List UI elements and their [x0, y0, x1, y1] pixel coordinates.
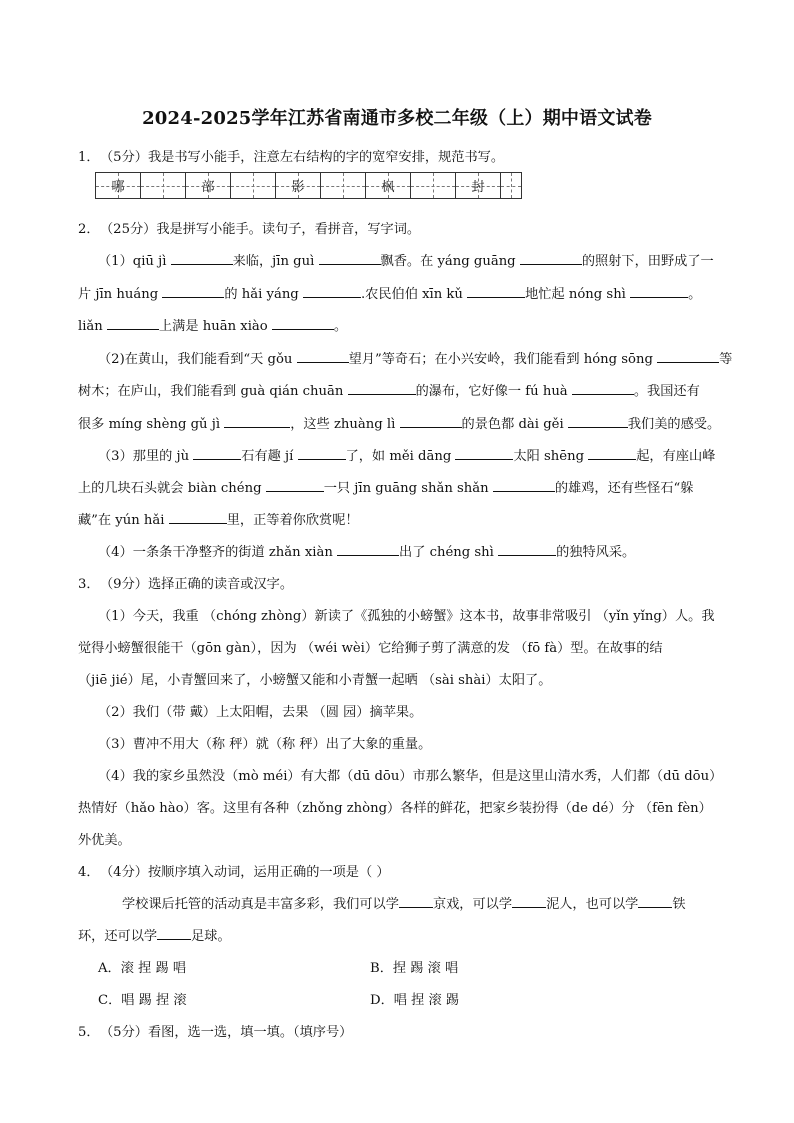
text-segment: liǎn [78, 319, 107, 334]
text-segment: 太阳 shēng [513, 449, 589, 464]
answer-blank[interactable] [520, 253, 582, 265]
q2-line-8 [78, 477, 693, 496]
grid-cell [501, 173, 521, 198]
answer-blank[interactable] [157, 928, 191, 940]
writing-grid [95, 172, 522, 199]
grid-char: 封 [471, 180, 485, 195]
answer-blank[interactable] [572, 383, 634, 395]
grid-cell [96, 173, 141, 198]
answer-blank[interactable] [348, 383, 416, 395]
text-segment: 出了 chéng shì [399, 545, 499, 560]
text-segment: 。 [688, 287, 702, 302]
text-segment: 望月”等奇石；在小兴安岭，我们能看到 hóng sōng [348, 352, 658, 367]
text-segment: 的照射下，田野成了一 [581, 254, 714, 269]
text-segment: 里，正等着你欣赏呢！ [226, 513, 359, 528]
answer-blank[interactable] [337, 544, 399, 556]
text-segment: 等 [719, 352, 733, 367]
grid-cell [456, 173, 501, 198]
grid-cell [141, 173, 186, 198]
text-segment: 很多 míng shèng gǔ jì [78, 417, 225, 432]
text-segment: 环，还可以学 [78, 929, 158, 944]
text-segment: 起，有座山峰 [636, 449, 716, 464]
answer-blank[interactable] [272, 318, 334, 330]
grid-char: 枫 [381, 180, 395, 195]
text-segment: 树木；在庐山，我们能看到 guà qián chuān [78, 384, 348, 399]
grid-char: 部 [201, 180, 215, 195]
text-segment: 足球。 [191, 929, 231, 944]
q2-line-4 [98, 348, 732, 367]
answer-blank[interactable] [169, 512, 227, 524]
grid-cell [231, 173, 276, 198]
q2-line-6 [78, 413, 720, 432]
text-segment: 上的几块石头就会 biàn chéng [78, 481, 266, 496]
answer-blank[interactable] [297, 351, 349, 363]
question-number: 3． [78, 577, 100, 592]
answer-blank[interactable] [455, 448, 513, 460]
option-a[interactable]: A．滚 捏 踢 唱 [98, 961, 187, 976]
page-title: 2024-2025学年江苏省南通市多校二年级（上）期中语文试卷 [142, 108, 652, 129]
q2-line-5 [78, 380, 700, 399]
text-segment: 的独特风采。 [556, 545, 636, 560]
q3-line-2: 觉得小螃蟹很能干（gōn gàn），因为 （wéi wèi）它给狮子剪了满意的发 （fō fà）型。在故事的结 [78, 641, 663, 656]
q3-line-7: 热情好（hǎo hào）客。这里有各种（zhǒng zhòng）各样的鲜花，把家乡装扮得（de dé）分 （fēn fèn） [78, 801, 712, 816]
question-1 [78, 146, 504, 165]
answer-blank[interactable] [498, 544, 556, 556]
question-5 [78, 1021, 352, 1040]
answer-blank[interactable] [193, 448, 241, 460]
answer-blank[interactable] [303, 286, 361, 298]
grid-cell [186, 173, 231, 198]
q3-line-3: （jiē jié）尾，小青蟹回来了，小螃蟹又能和小青蟹一起晒 （sài shài）太阳了。 [78, 673, 552, 688]
text-segment: 藏”在 yún hǎi [78, 513, 169, 528]
answer-blank[interactable] [493, 480, 555, 492]
text-segment: 泥人，也可以学 [546, 897, 639, 912]
grid-cell [366, 173, 411, 198]
question-number: 5． [78, 1025, 100, 1040]
text-segment: 一只 jīn guāng shǎn shǎn [323, 481, 493, 496]
answer-blank[interactable] [319, 253, 381, 265]
text-segment: 片 jīn huáng [78, 287, 163, 302]
answer-blank[interactable] [399, 896, 433, 908]
q2-line-2 [78, 283, 701, 302]
text-segment: 铁 [672, 897, 686, 912]
question-text: （5分）我是书写小能手，注意左右结构的字的宽窄安排，规范书写。 [100, 150, 505, 165]
text-segment: .农民伯伯 xīn kǔ [360, 287, 468, 302]
q4-line-2 [78, 925, 231, 944]
answer-blank[interactable] [162, 286, 224, 298]
answer-blank[interactable] [298, 448, 346, 460]
q2-line-3 [78, 315, 347, 334]
answer-blank[interactable] [638, 896, 672, 908]
question-number: 1． [78, 150, 100, 165]
q4-line-1 [122, 893, 686, 912]
answer-blank[interactable] [568, 416, 628, 428]
grid-cell [276, 173, 321, 198]
q3-line-8: 外优美。 [78, 833, 131, 848]
answer-blank[interactable] [266, 480, 324, 492]
text-segment: 地忙起 nóng shì [525, 287, 631, 302]
question-4 [78, 861, 390, 880]
grid-char: 哪 [111, 180, 125, 195]
option-b[interactable]: B．捏 踢 滚 唱 [370, 961, 459, 976]
q2-line-10 [98, 541, 635, 560]
answer-blank[interactable] [400, 416, 462, 428]
text-segment: （3）那里的 jù [98, 449, 194, 464]
answer-blank[interactable] [171, 253, 233, 265]
grid-cell [411, 173, 456, 198]
question-text: （4分）按顺序填入动词，运用正确的一项是（ ） [100, 865, 390, 880]
text-segment: 飘香。在 yáng guāng [380, 254, 520, 269]
option-c[interactable]: C．唱 踢 捏 滚 [98, 993, 187, 1008]
text-segment: 。我国还有 [633, 384, 700, 399]
grid-cell [321, 173, 366, 198]
text-segment: ，这些 zhuàng lì [290, 417, 400, 432]
text-segment: 的 hǎi yáng [224, 287, 303, 302]
q3-line-5: （3）曹冲不用大（称 秤）就（称 秤）出了大象的重量。 [98, 737, 432, 752]
q3-line-4: （2）我们（带 戴）上太阳帽，去果 （圆 园）摘苹果。 [98, 705, 423, 720]
question-number: 4． [78, 865, 100, 880]
question-number: 2． [78, 222, 100, 237]
question-2 [78, 218, 420, 237]
text-segment: （1）qiū jì [98, 254, 171, 269]
text-segment: 来临，jīn guì [232, 254, 319, 269]
answer-blank[interactable] [512, 896, 546, 908]
q2-line-1 [98, 250, 714, 269]
text-segment: 京戏，可以学 [432, 897, 513, 912]
q3-line-6: （4）我的家乡虽然没（mò méi）有大都（dū dōu）市那么繁华，但是这里山清水秀，人们都（dū dōu） [98, 769, 723, 784]
q2-line-9 [78, 509, 359, 528]
text-segment: 的瀑布，它好像一 fú huà [415, 384, 572, 399]
text-segment: 石有趣 jí [241, 449, 298, 464]
text-segment: 上满是 huān xiào [158, 319, 272, 334]
q3-line-1: （1）今天，我重 （chóng zhòng）新读了《孤独的小螃蟹》这本书，故事非常吸引 （yǐn yǐng）人。我 [98, 609, 715, 624]
option-d[interactable]: D．唱 捏 滚 踢 [370, 993, 460, 1008]
question-3 [78, 573, 293, 592]
text-segment: 。 [333, 319, 348, 334]
text-segment: 的景色都 dài gěi [461, 417, 568, 432]
answer-blank[interactable] [630, 286, 688, 298]
text-segment: （2)在黄山，我们能看到“天 gǒu [98, 352, 297, 367]
question-text: （9分）选择正确的读音或汉字。 [100, 577, 294, 592]
answer-blank[interactable] [107, 318, 159, 330]
q2-line-7 [98, 445, 715, 464]
text-segment: 我们美的感受。 [627, 417, 721, 432]
answer-blank[interactable] [657, 351, 719, 363]
text-segment: 学校课后托管的活动真是丰富多彩，我们可以学 [122, 897, 399, 912]
text-segment: （4）一条条干净整齐的街道 zhǎn xiàn [98, 545, 338, 560]
grid-char: 影 [291, 180, 305, 195]
question-text: （5分）看图，选一选，填一填。（填序号） [100, 1025, 353, 1040]
answer-blank[interactable] [588, 448, 636, 460]
text-segment: 的雄鸡，还有些怪石“躲 [554, 481, 694, 496]
question-text: （25分）我是拼写小能手。读句子，看拼音，写字词。 [100, 222, 421, 237]
answer-blank[interactable] [224, 416, 290, 428]
text-segment: 了，如 měi dāng [345, 449, 456, 464]
answer-blank[interactable] [467, 286, 525, 298]
